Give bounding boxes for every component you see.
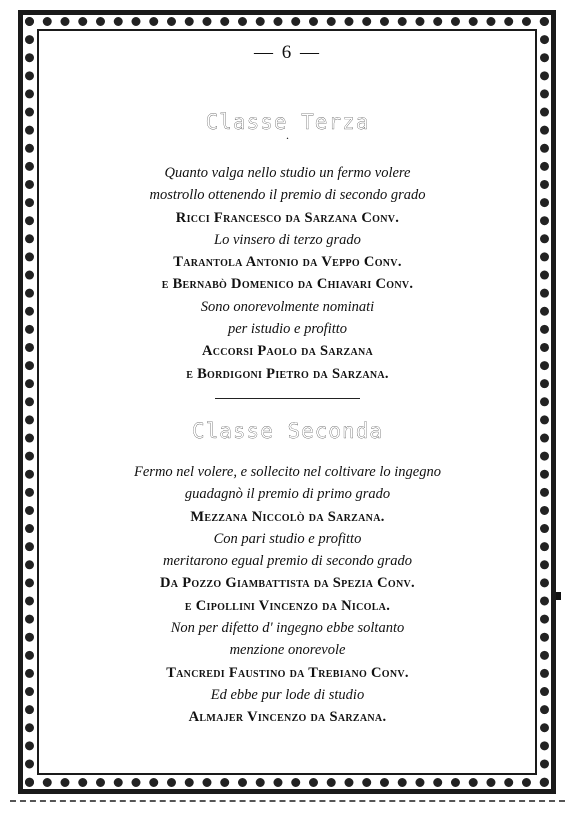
page-content <box>40 40 535 729</box>
student-name: Mezzana Niccolò da Sarzana. <box>190 508 385 525</box>
text-line: Ed ebbe pur lode di studio <box>210 686 365 703</box>
text-line: guadagnò il premio di primo grado <box>184 486 391 503</box>
text-line: Quanto valga nello studio un fermo volere <box>164 165 411 181</box>
text-line: Fermo nel volere, e sollecito nel coltivare lo ingegno <box>134 463 441 480</box>
student-name: e Bernabò Domenico da Chiavari Conv. <box>161 276 414 293</box>
text-line: per istudio e profitto <box>227 321 348 338</box>
text-line: menzione onorevole <box>229 642 346 659</box>
text-line: Lo vinsero di terzo grado <box>214 231 361 248</box>
student-name: Ricci Francesco da Sarzana Conv. <box>175 209 400 226</box>
ink-mark <box>556 592 561 600</box>
student-name: Da Pozzo Giambattista da Spezia Conv. <box>160 575 415 592</box>
student-name: Almajer Vincenzo da Sarzana. <box>188 709 387 726</box>
student-name: Accorsi Paolo da Sarzana <box>201 343 374 360</box>
bottom-border-fragment <box>10 800 565 802</box>
heading-dot: · <box>285 131 290 145</box>
student-name: e Cipollini Vincenzo da Nicola. <box>184 597 391 614</box>
section-classe-seconda <box>40 461 535 729</box>
page-number: — 6 — <box>254 42 321 63</box>
section-divider <box>215 398 360 399</box>
text-line: mostrollo ottenendo il premio di secondo grado <box>149 187 426 204</box>
section-title-classe-terza: Classe Terza <box>205 110 370 134</box>
student-name: Tarantola Antonio da Veppo Conv. <box>173 254 402 271</box>
text-line: Con pari studio e profitto <box>213 530 362 547</box>
student-name: Tancredi Faustino da Trebiano Conv. <box>166 664 409 681</box>
text-line: Non per difetto d' ingegno ebbe soltanto <box>170 620 405 637</box>
section-title-classe-seconda: Classe Seconda <box>191 418 383 443</box>
text-line: Sono onorevolmente nominati <box>200 298 375 315</box>
section-classe-terza <box>40 162 535 385</box>
text-line: meritarono egual premio di secondo grado <box>162 553 413 570</box>
student-name: e Bordigoni Pietro da Sarzana. <box>186 365 389 382</box>
